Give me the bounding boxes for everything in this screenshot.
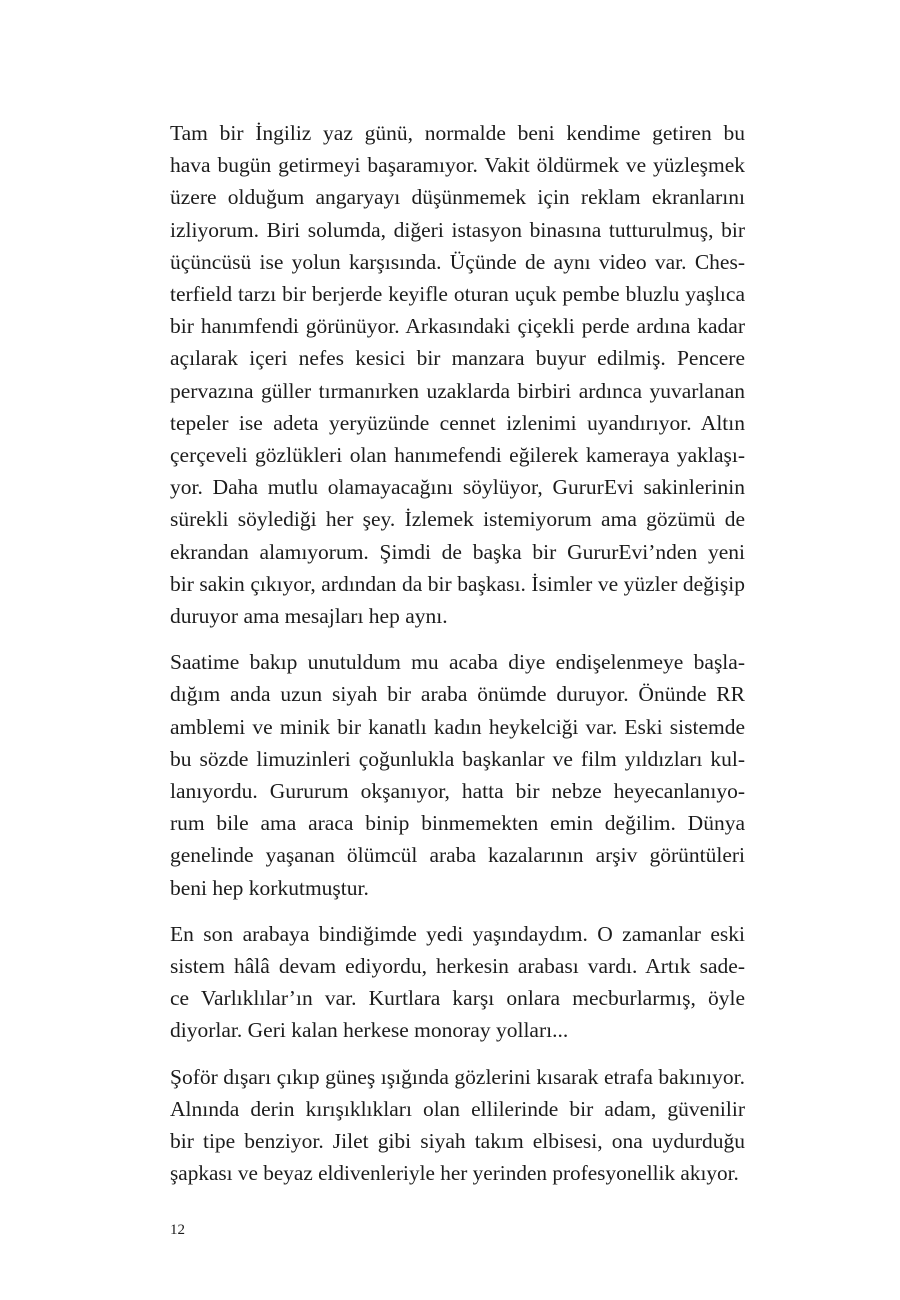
text-line: diyorlar. Geri kalan herkese monoray yolları... (170, 1018, 569, 1043)
text-line: rum bile ama araca binip binmemekten emin değilim. Dünya (170, 811, 745, 836)
text-line: ekrandan alamıyorum. Şimdi de başka bir GururEvi’nden yeni (170, 539, 745, 564)
text-line: çerçeveli gözlükleri olan hanımefendi eğilerek kameraya yaklaşı- (170, 443, 745, 468)
text-line: şapkası ve beyaz eldivenleriyle her yerinden profesyonellik akıyor. (170, 1161, 739, 1186)
text-line: bir hanımfendi görünüyor. Arkasındaki çiçekli perde ardına kadar (170, 314, 745, 339)
text-line: sürekli söylediği her şey. İzlemek istemiyorum ama gözümü de (170, 507, 745, 532)
text-line: bir tipe benziyor. Jilet gibi siyah takım elbisesi, ona uydurduğu (170, 1129, 745, 1154)
body-text (170, 117, 745, 1204)
text-line: terfield tarzı bir berjerde keyifle oturan uçuk pembe bluzlu yaşlıca (170, 282, 745, 307)
text-line: üçüncüsü ise yolun karşısında. Üçünde de aynı video var. Ches- (170, 249, 745, 274)
text-line: bir sakin çıkıyor, ardından da bir başkası. İsimler ve yüzler değişip (170, 571, 745, 596)
text-line: Şoför dışarı çıkıp güneş ışığında gözlerini kısarak etrafa bakınıyor. (170, 1064, 745, 1089)
text-line: sistem hâlâ devam ediyordu, herkesin arabası vardı. Artık sade- (170, 954, 745, 979)
paragraph (170, 1061, 745, 1190)
text-line: amblemi ve minik bir kanatlı kadın heykelciği var. Eski sistemde (170, 714, 745, 739)
text-line: genelinde yaşanan ölümcül araba kazalarının arşiv görüntüleri (170, 843, 745, 868)
paragraph (170, 117, 745, 632)
text-line: Saatime bakıp unutuldum mu acaba diye endişelenmeye başla- (170, 650, 745, 675)
text-line: En son arabaya bindiğimde yedi yaşındaydım. O zamanlar eski (170, 921, 745, 946)
text-line: tepeler ise adeta yeryüzünde cennet izlenimi uyandırıyor. Altın (170, 410, 745, 435)
paragraph (170, 646, 745, 904)
text-line: hava bugün getirmeyi başaramıyor. Vakit öldürmek ve yüzleşmek (170, 153, 745, 178)
text-line: Alnında derin kırışıklıkları olan ellilerinde bir adam, güvenilir (170, 1096, 745, 1121)
text-line: duruyor ama mesajları hep aynı. (170, 604, 448, 629)
text-line: pervazına güller tırmanırken uzaklarda birbiri ardınca yuvarlanan (170, 378, 745, 403)
text-line: açılarak içeri nefes kesici bir manzara buyur edilmiş. Pencere (170, 346, 745, 371)
text-line: bu sözde limuzinleri çoğunlukla başkanlar ve film yıldızları kul- (170, 746, 745, 771)
text-line: dığım anda uzun siyah bir araba önümde duruyor. Önünde RR (170, 682, 745, 707)
text-line: Tam bir İngiliz yaz günü, normalde beni kendime getiren bu (170, 121, 745, 145)
page-number: 12 (170, 1222, 185, 1238)
text-line: beni hep korkutmuştur. (170, 875, 369, 900)
text-line: yor. Daha mutlu olamayacağını söylüyor, GururEvi sakinlerinin (170, 475, 745, 500)
paragraph (170, 918, 745, 1047)
text-line: üzere olduğum angaryayı düşünmemek için reklam ekranlarını (170, 185, 745, 210)
text-line: ce Varlıklılar’ın var. Kurtlara karşı onlara mecburlarmış, öyle (170, 986, 745, 1011)
text-line: lanıyordu. Gururum okşanıyor, hatta bir nebze heyecanlanıyo- (170, 779, 745, 804)
text-line: izliyorum. Biri solumda, diğeri istasyon binasına tutturulmuş, bir (170, 217, 745, 242)
